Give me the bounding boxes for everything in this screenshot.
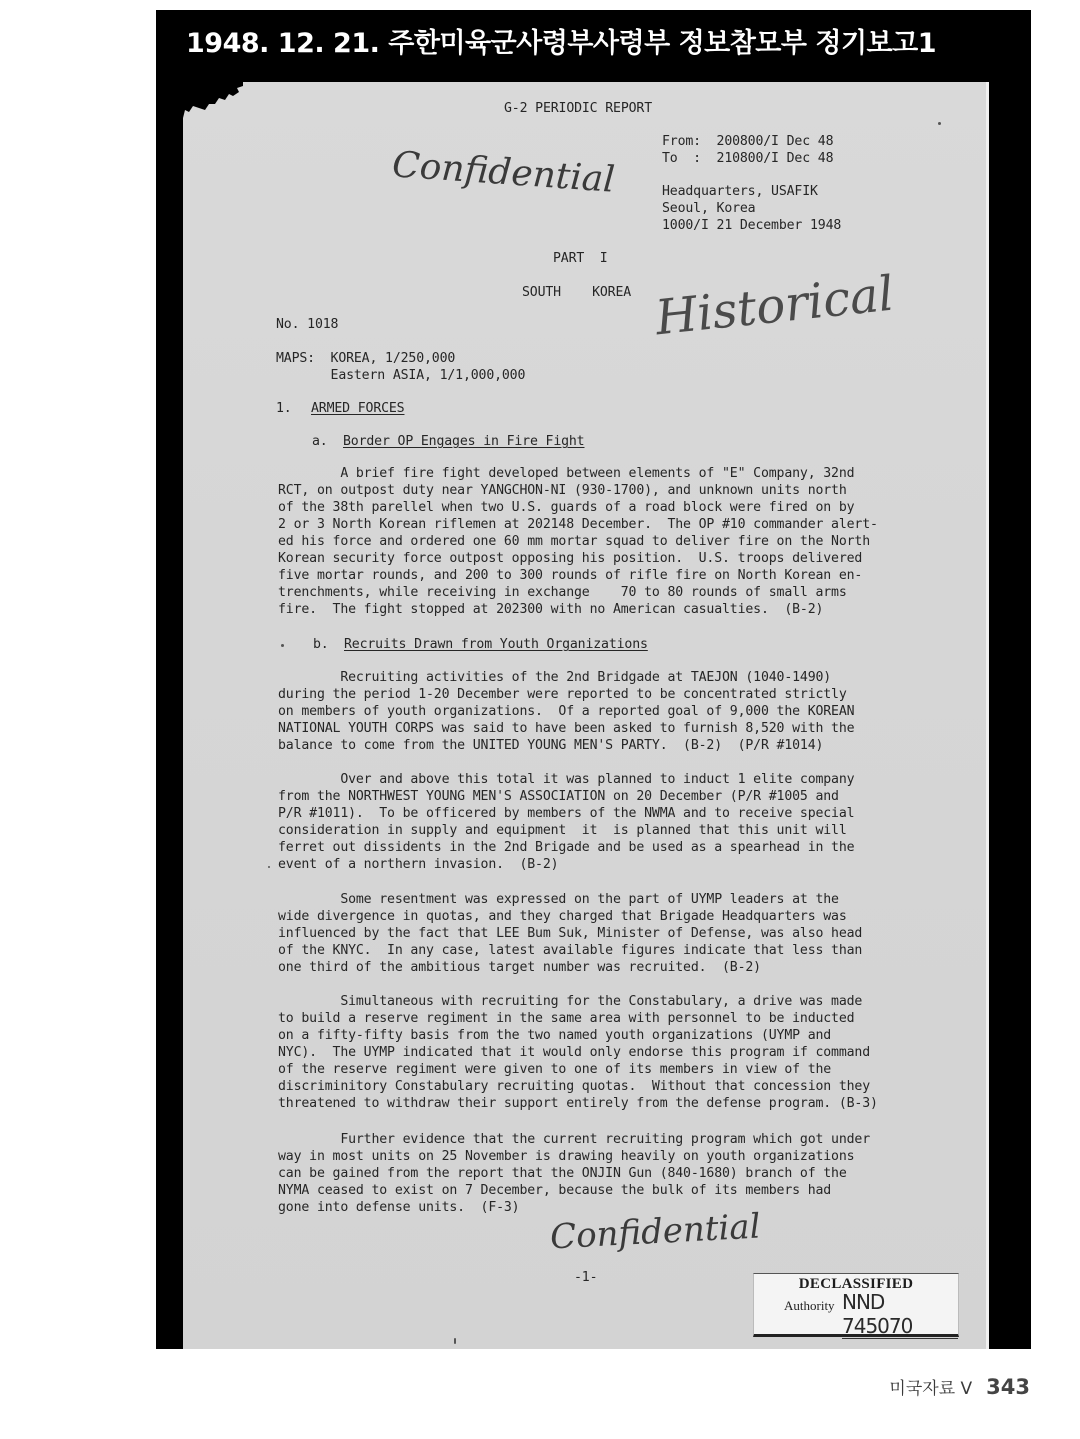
report-number: No. 1018 [276, 317, 339, 332]
handwritten-confidential-top: Confidential [390, 144, 617, 201]
text-line: trenchments, while receiving in exchange 70 to 80 rounds of small arms [278, 585, 847, 600]
scan-speck [454, 1338, 456, 1344]
text-line: 2 or 3 North Korean riflemen at 202148 December. The OP #10 commander alert- [278, 517, 878, 532]
text-line: fire. The fight stopped at 202300 with no American casualties. (B-2) [278, 602, 824, 617]
text-line: ferret out dissidents in the 2nd Brigade and be used as a spearhead in the [278, 840, 855, 855]
text-line: A brief fire fight developed between elements of "E" Company, 32nd [278, 466, 855, 481]
hq-line-2: Seoul, Korea [662, 201, 756, 216]
text-line: Further evidence that the current recruiting program which got under [278, 1132, 871, 1147]
declassified-stamp [753, 1273, 959, 1337]
maps-line-1: MAPS: KOREA, 1/250,000 [276, 351, 456, 366]
page-title: 1948. 12. 21. 주한미육군사령부사령부 정보참모부 정기보고1 [186, 28, 936, 59]
text-line: Korean security force outpost opposing his position. U.S. troops delivered [278, 551, 863, 566]
section-1-title: ARMED FORCES [311, 401, 405, 416]
region-label: SOUTH KOREA [522, 285, 632, 300]
text-line: NYC). The UYMP indicated that it would only endorse this program if command [278, 1045, 871, 1060]
paper-edge [986, 82, 989, 1349]
text-line: to build a reserve regiment in the same area with personnel to be inducted [278, 1011, 855, 1026]
hq-line-1: Headquarters, USAFIK [662, 184, 818, 199]
part-label: PART I [553, 251, 608, 266]
scan-speck [281, 644, 284, 647]
text-line: can be gained from the report that the ONJIN Gun (840-1680) branch of the [278, 1166, 847, 1181]
page-footer [889, 1374, 1030, 1399]
text-line: five mortar rounds, and 200 to 300 rounds of rifle fire on North Korean en- [278, 568, 863, 583]
page-marker: -1- [574, 1270, 598, 1285]
scan-speck [938, 122, 941, 125]
hq-line-3: 1000/I 21 December 1948 [662, 218, 842, 233]
footer-page-number: 343 [986, 1375, 1030, 1399]
stamp-authority-label: Authority [784, 1298, 835, 1313]
scan-speck [268, 866, 270, 868]
text-line: threatened to withdraw their support entirely from the defense program. (B-3) [278, 1096, 878, 1111]
from-line: From: 200800/I Dec 48 [662, 134, 834, 149]
text-line: Simultaneous with recruiting for the Constabulary, a drive was made [278, 994, 863, 1009]
subsection-b-title: Recruits Drawn from Youth Organizations [344, 637, 648, 652]
text-line: of the reserve regiment were given to one of its members in view of the [278, 1062, 832, 1077]
text-line: consideration in supply and equipment it is planned that this unit will [278, 823, 847, 838]
text-line: balance to come from the UNITED YOUNG MEN'S PARTY. (B-2) (P/R #1014) [278, 738, 824, 753]
text-line: NYMA ceased to exist on 7 December, because the bulk of its members had [278, 1183, 832, 1198]
text-line: from the NORTHWEST YOUNG MEN'S ASSOCIATION on 20 December (P/R #1005 and [278, 789, 839, 804]
text-line: influenced by the fact that LEE Bum Suk, Minister of Defense, was also head [278, 926, 863, 941]
text-line: one third of the ambitious target number was recruited. (B-2) [278, 960, 761, 975]
text-line: Recruiting activities of the 2nd Bridgade at TAEJON (1040-1490) [278, 670, 832, 685]
text-line: Some resentment was expressed on the part of UYMP leaders at the [278, 892, 839, 907]
section-1-number: 1. [276, 401, 292, 416]
subsection-a-label: a. [312, 434, 328, 449]
footer-section-label: 미국자료 Ⅴ [889, 1379, 973, 1399]
text-line: gone into defense units. (F-3) [278, 1200, 520, 1215]
handwritten-historical: Historical [652, 265, 897, 347]
text-line: RCT, on outpost duty near YANGCHON-NI (930-1700), and unknown units north [278, 483, 847, 498]
report-heading: G-2 PERIODIC REPORT [504, 101, 653, 116]
stamp-authority-value: NND 745070 [842, 1290, 958, 1339]
text-line: Over and above this total it was planned to induct 1 elite company [278, 772, 855, 787]
subsection-a-title: Border OP Engages in Fire Fight [343, 434, 585, 449]
text-line: event of a northern invasion. (B-2) [278, 857, 559, 872]
text-line: of the 38th parellel when two U.S. guards of a road block were fired on by [278, 500, 855, 515]
to-line: To : 210800/I Dec 48 [662, 151, 834, 166]
text-line: P/R #1011). To be officered by members of the NWMA and to receive special [278, 806, 855, 821]
text-line: during the period 1-20 December were reported to be concentrated strictly [278, 687, 847, 702]
text-line: way in most units on 25 November is drawing heavily on youth organizations [278, 1149, 855, 1164]
text-line: wide divergence in quotas, and they charged that Brigade Headquarters was [278, 909, 847, 924]
text-line: on members of youth organizations. Of a reported goal of 9,000 the KOREAN [278, 704, 855, 719]
maps-line-2: Eastern ASIA, 1/1,000,000 [276, 368, 526, 383]
text-line: on a fifty-fifty basis from the two named youth organizations (UYMP and [278, 1028, 832, 1043]
text-line: of the KNYC. In any case, latest available figures indicate that less than [278, 943, 863, 958]
handwritten-confidential-bottom: Confidential [549, 1206, 762, 1258]
text-line: ed his force and ordered one 60 mm mortar squad to deliver fire on the North [278, 534, 871, 549]
subsection-b-label: b. [313, 637, 329, 652]
text-line: NATIONAL YOUTH CORPS was said to have been asked to furnish 8,520 with the [278, 721, 855, 736]
torn-corner [183, 82, 243, 118]
text-line: discriminitory Constabulary recruiting quotas. Without that concession they [278, 1079, 871, 1094]
stamp-title: DECLASSIFIED [798, 1276, 914, 1292]
